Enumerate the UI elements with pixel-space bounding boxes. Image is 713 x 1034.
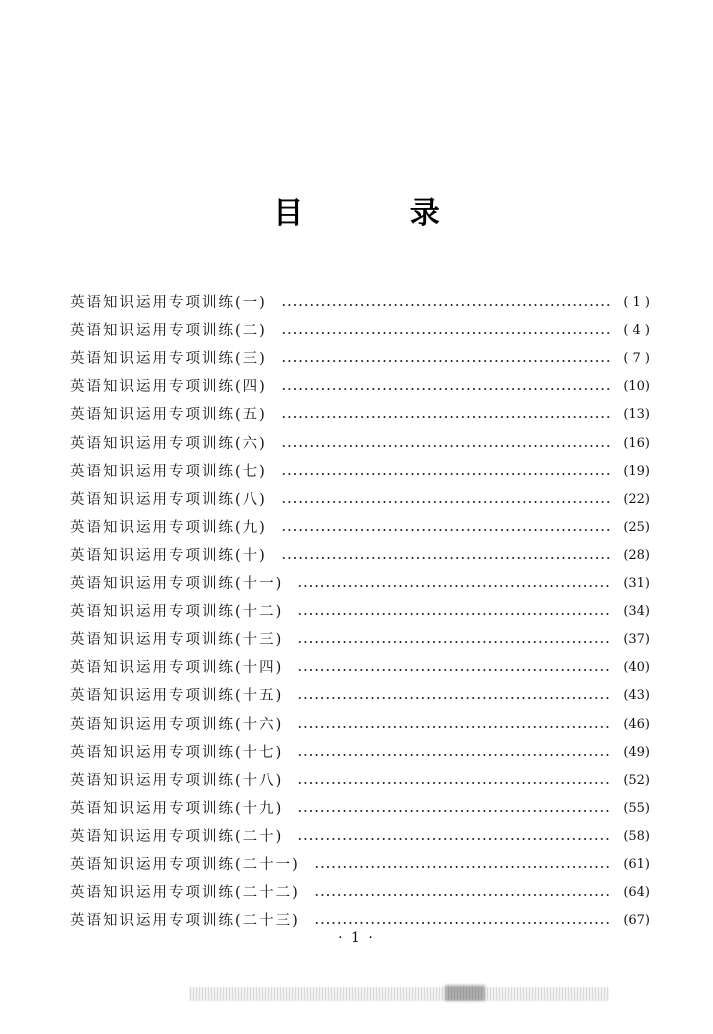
toc-entry-label: 英语知识运用专项训练(十八): [70, 772, 284, 789]
toc-entry-page: (25): [623, 519, 650, 535]
toc-entry-label: 英语知识运用专项训练(十三): [70, 632, 284, 649]
toc-dot-leader: [281, 500, 610, 504]
toc-entry[interactable]: [70, 396, 650, 424]
toc-dot-leader: [297, 668, 610, 672]
toc-entry-label: 英语知识运用专项训练(四): [70, 379, 267, 396]
toc-entry-page: (28): [623, 547, 650, 563]
toc-entry-page: (16): [623, 435, 650, 451]
toc-entry[interactable]: [70, 368, 650, 396]
table-of-contents: [70, 284, 650, 930]
toc-entry[interactable]: [70, 509, 650, 537]
scan-noise-strip: [190, 987, 610, 1001]
toc-dot-leader: [297, 809, 610, 813]
toc-entry-page: (61): [623, 856, 650, 872]
toc-dot-leader: [297, 725, 610, 729]
toc-entry-label: 英语知识运用专项训练(七): [70, 463, 267, 480]
toc-entry-page: (40): [623, 660, 650, 676]
toc-dot-leader: [281, 415, 610, 419]
toc-dot-leader: [297, 612, 610, 616]
toc-entry-label: 英语知识运用专项训练(一): [70, 295, 267, 312]
toc-entry-label: 英语知识运用专项训练(十四): [70, 660, 284, 677]
toc-entry-label: 英语知识运用专项训练(二十): [70, 828, 284, 845]
toc-dot-leader: [281, 528, 610, 532]
toc-entry[interactable]: [70, 874, 650, 902]
toc-entry[interactable]: [70, 762, 650, 790]
toc-entry[interactable]: [70, 846, 650, 874]
toc-entry-page: (64): [623, 885, 650, 901]
toc-entry-label: 英语知识运用专项训练(二十三): [70, 913, 300, 930]
toc-entry-page: (55): [623, 800, 650, 816]
toc-entry[interactable]: [70, 621, 650, 649]
toc-entry-page: (13): [623, 407, 650, 423]
toc-entry[interactable]: [70, 340, 650, 368]
scan-noise-blot: [445, 985, 485, 1001]
toc-dot-leader: [297, 696, 610, 700]
toc-entry[interactable]: [70, 649, 650, 677]
toc-dot-leader: [297, 640, 610, 644]
toc-entry-label: 英语知识运用专项训练(二): [70, 323, 267, 340]
toc-entry-page: (67): [623, 913, 650, 929]
toc-entry[interactable]: [70, 312, 650, 340]
toc-entry-label: 英语知识运用专项训练(十一): [70, 576, 284, 593]
toc-entry-label: 英语知识运用专项训练(五): [70, 407, 267, 424]
toc-entry[interactable]: [70, 902, 650, 930]
toc-dot-leader: [281, 331, 610, 335]
toc-entry-page: (46): [623, 716, 650, 732]
toc-dot-leader: [314, 865, 610, 869]
toc-dot-leader: [297, 753, 610, 757]
toc-entry-page: (52): [623, 772, 650, 788]
toc-dot-leader: [281, 556, 610, 560]
toc-entry[interactable]: [70, 424, 650, 452]
page-title: 目 录: [273, 196, 488, 231]
toc-entry-page: (31): [623, 576, 650, 592]
toc-entry[interactable]: [70, 818, 650, 846]
toc-dot-leader: [281, 472, 610, 476]
toc-entry-page: (43): [623, 688, 650, 704]
toc-entry-label: 英语知识运用专项训练(十七): [70, 744, 284, 761]
toc-entry[interactable]: [70, 734, 650, 762]
toc-entry-label: 英语知识运用专项训练(九): [70, 519, 267, 536]
toc-entry-label: 英语知识运用专项训练(十九): [70, 800, 284, 817]
toc-dot-leader: [281, 303, 610, 307]
toc-dot-leader: [281, 444, 610, 448]
toc-entry[interactable]: [70, 284, 650, 312]
toc-entry-label: 英语知识运用专项训练(八): [70, 491, 267, 508]
toc-entry-page: (37): [623, 632, 650, 648]
toc-entry[interactable]: [70, 565, 650, 593]
toc-entry[interactable]: [70, 537, 650, 565]
toc-entry-page: (10): [623, 379, 650, 395]
toc-entry-label: 英语知识运用专项训练(十五): [70, 688, 284, 705]
toc-entry-page: (58): [623, 828, 650, 844]
page-number: · 1 ·: [338, 930, 375, 946]
toc-entry-label: 英语知识运用专项训练(三): [70, 351, 267, 368]
toc-entry-label: 英语知识运用专项训练(十二): [70, 604, 284, 621]
toc-entry-page: ( 1 ): [623, 295, 650, 311]
toc-entry-page: (22): [623, 491, 650, 507]
toc-dot-leader: [281, 359, 610, 363]
toc-entry-page: ( 7 ): [623, 351, 650, 367]
toc-entry[interactable]: [70, 593, 650, 621]
toc-dot-leader: [281, 387, 610, 391]
toc-entry-label: 英语知识运用专项训练(二十二): [70, 885, 300, 902]
toc-entry-page: (19): [623, 463, 650, 479]
toc-dot-leader: [297, 584, 610, 588]
toc-entry-page: ( 4 ): [623, 323, 650, 339]
toc-dot-leader: [314, 921, 610, 925]
toc-entry-label: 英语知识运用专项训练(六): [70, 435, 267, 452]
toc-entry-label: 英语知识运用专项训练(十六): [70, 716, 284, 733]
toc-entry[interactable]: [70, 481, 650, 509]
toc-entry-label: 英语知识运用专项训练(二十一): [70, 856, 300, 873]
toc-dot-leader: [297, 837, 610, 841]
toc-entry-page: (34): [623, 604, 650, 620]
toc-entry[interactable]: [70, 677, 650, 705]
toc-entry-label: 英语知识运用专项训练(十): [70, 547, 267, 564]
toc-dot-leader: [314, 893, 610, 897]
toc-entry[interactable]: [70, 705, 650, 733]
toc-dot-leader: [297, 781, 610, 785]
toc-entry[interactable]: [70, 790, 650, 818]
toc-entry-page: (49): [623, 744, 650, 760]
toc-entry[interactable]: [70, 453, 650, 481]
